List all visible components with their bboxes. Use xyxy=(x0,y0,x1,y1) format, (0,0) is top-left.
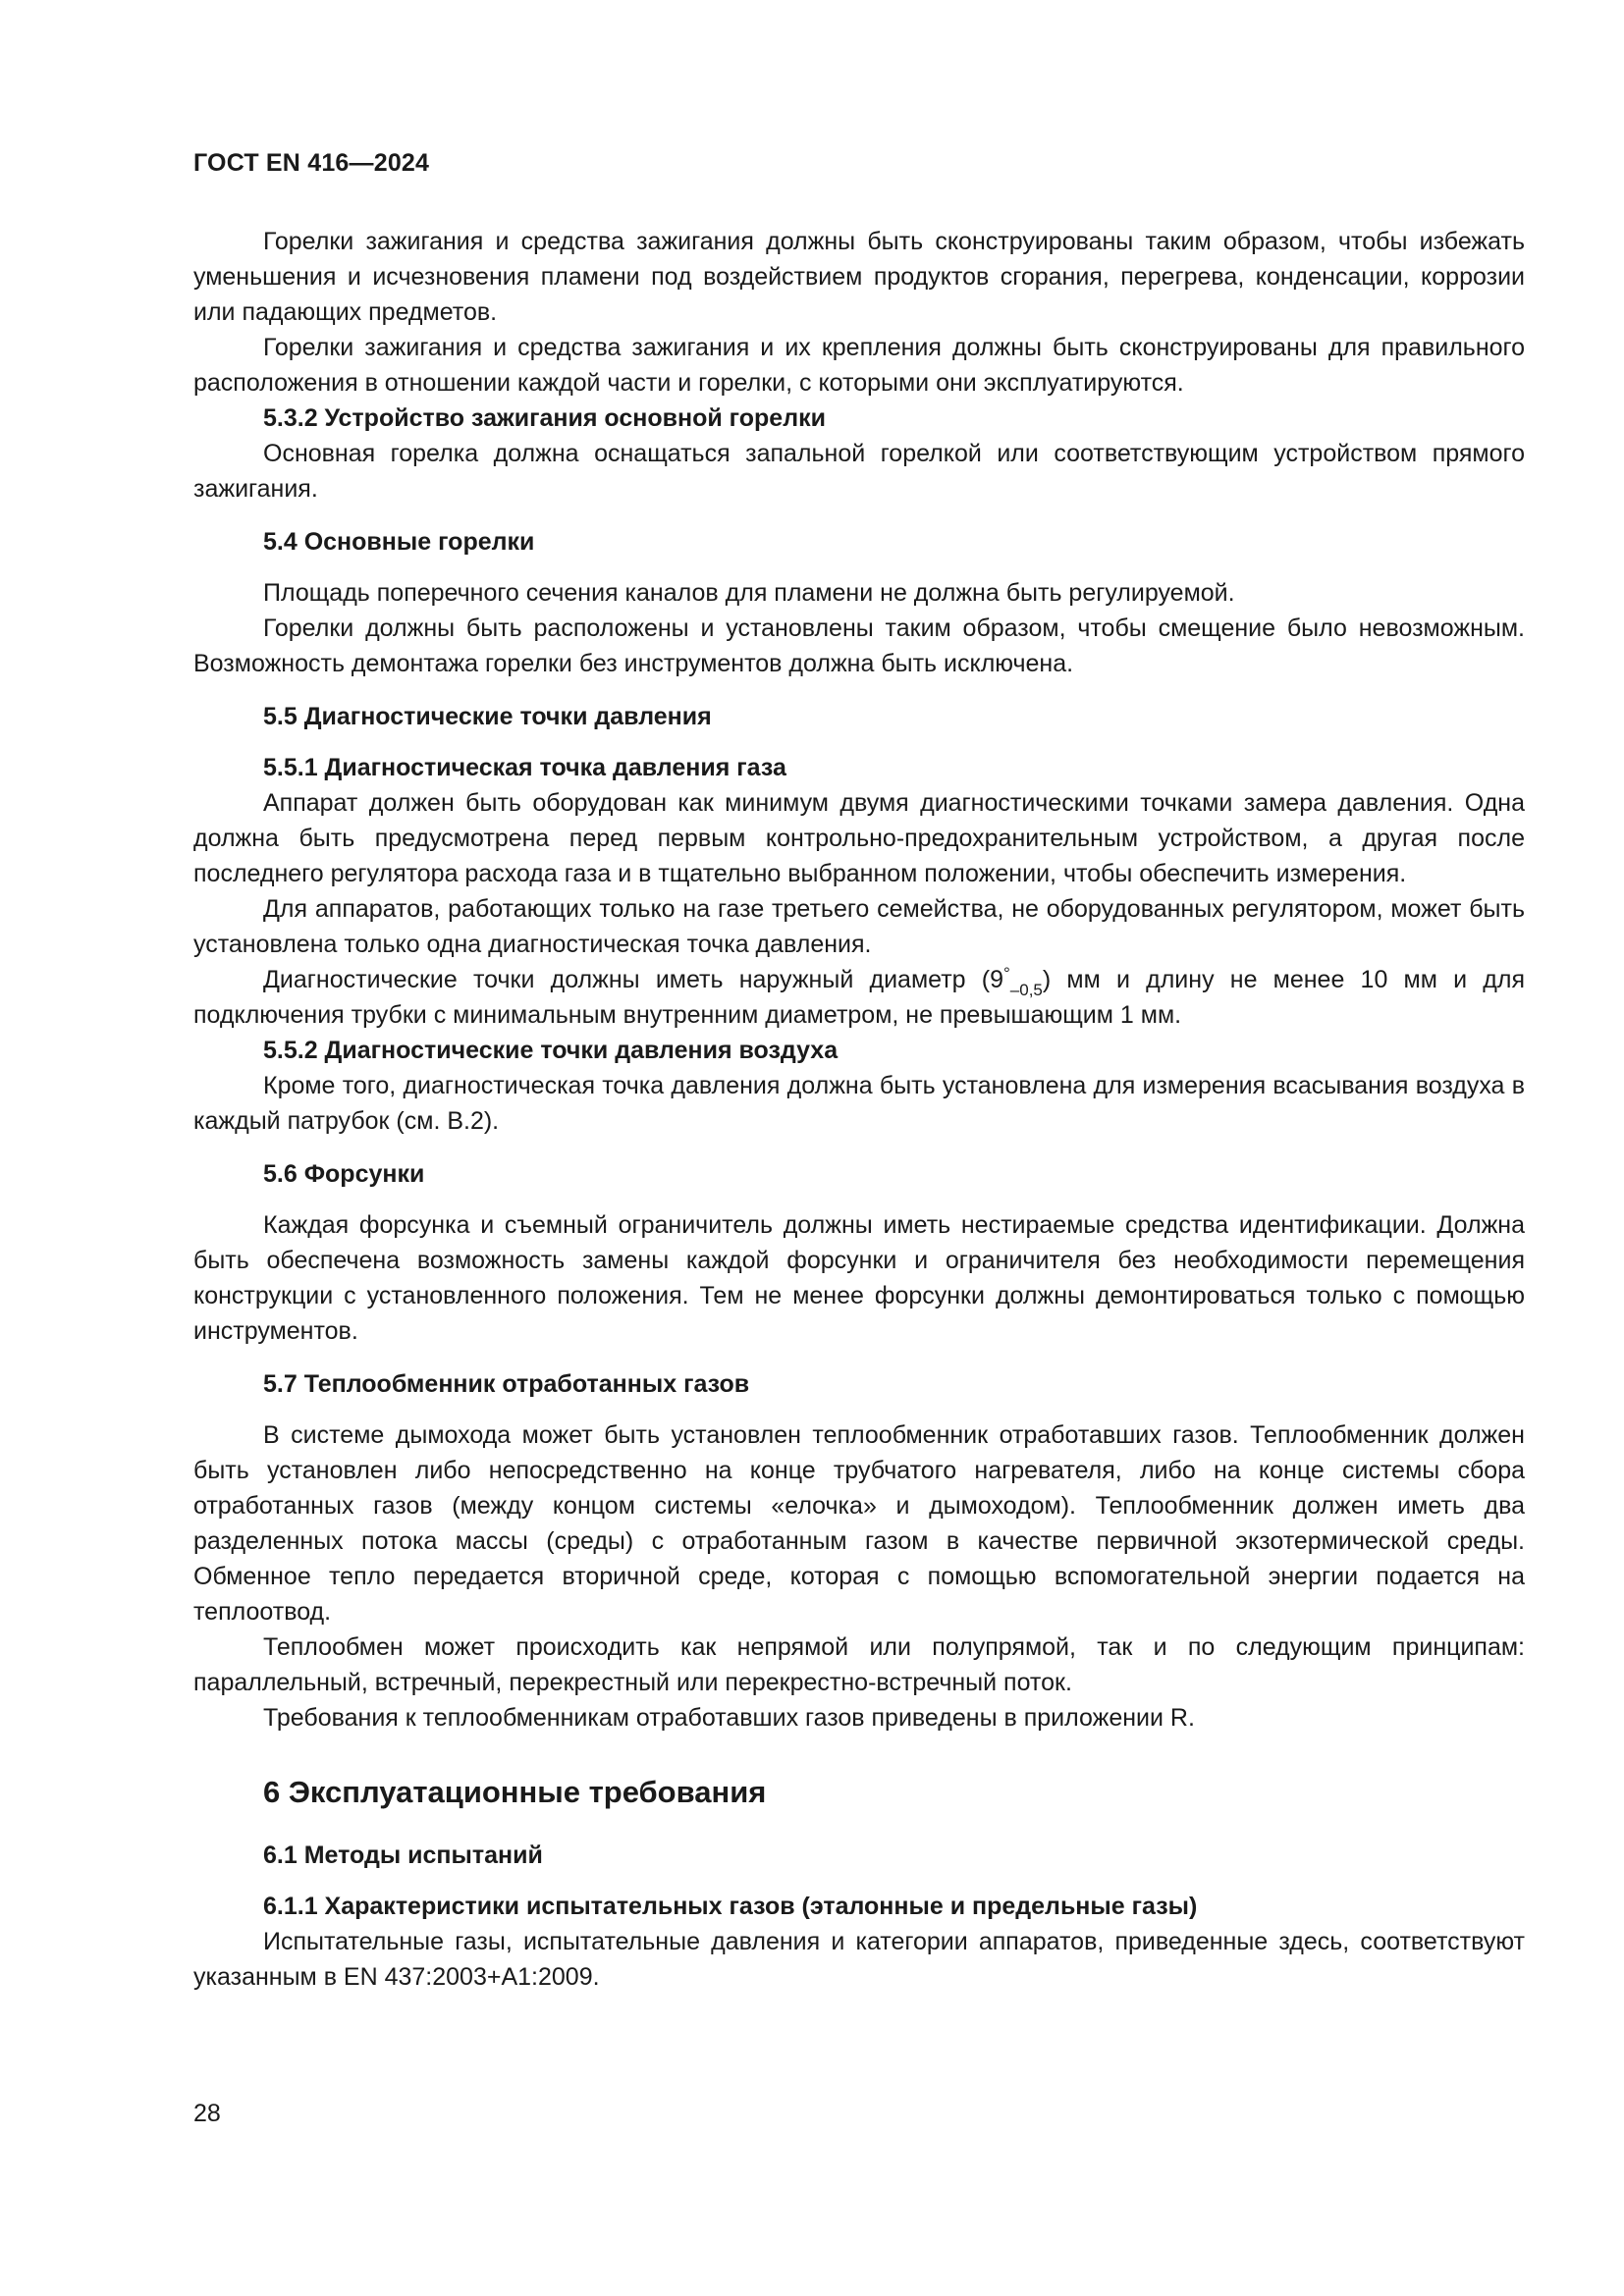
paragraph: Требования к теплообменникам отработавших газов приведены в приложении R. xyxy=(263,1704,1195,1732)
paragraph: Площадь поперечного сечения каналов для пламени не должна быть регулируемой. xyxy=(263,579,1235,607)
paragraph: Теплообмен может происходить как непрямой или полупрямой, так и по следующим принципам: параллельный, встречный, перекрестный или перекрестно-встречный поток. xyxy=(193,1633,1525,1696)
paragraph: Аппарат должен быть оборудован как минимум двумя диагностическими точками замера давления. Одна должна быть предусмотрена перед первым контрольно-предохранительным устройством, а другая после последнего регулятора расхода газа и в тщательно выбранном положении, чтобы обеспечить измерения. xyxy=(193,789,1525,887)
paragraph: Для аппаратов, работающих только на газе третьего семейства, не оборудованных регулятором, может быть установлена только одна диагностическая точка давления. xyxy=(193,895,1525,958)
paragraph: Горелки должны быть расположены и установлены таким образом, чтобы смещение было невозможным. Возможность демонтажа горелки без инструментов должна быть исключена. xyxy=(193,614,1525,677)
document-code: ГОСТ EN 416—2024 xyxy=(193,149,430,177)
heading-5-4: 5.4 Основные горелки xyxy=(263,528,535,556)
heading-5-3-2: 5.3.2 Устройство зажигания основной горелки xyxy=(263,404,826,432)
paragraph: Основная горелка должна оснащаться запальной горелкой или соответствующим устройством прямого зажигания. xyxy=(193,440,1525,503)
paragraph: Каждая форсунка и съемный ограничитель должны иметь нестираемые средства идентификации. Должна быть обеспечена возможность замены каждой форсунки и ограничителя без необходимости перемещения конструкции с установленного положения. Тем не менее форсунки должны демонтироваться только с помощью инструментов. xyxy=(193,1211,1525,1345)
paragraph: Горелки зажигания и средства зажигания и их крепления должны быть сконструированы для правильного расположения в отношении каждой части и горелки, с которыми они эксплуатируются. xyxy=(193,334,1525,397)
paragraph: Кроме того, диагностическая точка давления должна быть установлена для измерения всасывания воздуха в каждый патрубок (см. B.2). xyxy=(193,1072,1525,1135)
heading-5-5: 5.5 Диагностические точки давления xyxy=(263,703,712,730)
heading-6-1-1: 6.1.1 Характеристики испытательных газов (эталонные и предельные газы) xyxy=(263,1893,1198,1920)
paragraph: В системе дымохода может быть установлен теплообменник отработавших газов. Теплообменник должен быть установлен либо непосредственно на конце трубчатого нагревателя, либо на конце системы сбора отработанных газов (между концом системы «елочка» и дымоходом). Теплообменник должен иметь два разделенных потока массы (среды) с отработанным газом в качестве первичной экзотермической среды. Обменное тепло передается вторичной среде, которая с помощью вспомогательной энергии подается на теплоотвод. xyxy=(193,1421,1525,1626)
paragraph-with-tolerance: Диагностические точки должны иметь наружный диаметр $(9^\circ_{-0,5})$ мм и длину не менее 10 мм и для подключения трубки с минимальным внутренним диаметром, не превышающим 1 мм. xyxy=(193,964,1525,1029)
heading-6-1: 6.1 Методы испытаний xyxy=(263,1842,543,1869)
heading-6: 6 Эксплуатационные требования xyxy=(263,1775,767,1809)
heading-5-5-1: 5.5.1 Диагностическая точка давления газа xyxy=(263,754,786,781)
paragraph: Горелки зажигания и средства зажигания должны быть сконструированы таким образом, чтобы избежать уменьшения и исчезновения пламени под воздействием продуктов сгорания, перегрева, конденсации, коррозии или падающих предметов. xyxy=(193,228,1525,326)
heading-5-7: 5.7 Теплообменник отработанных газов xyxy=(263,1370,750,1398)
heading-5-6: 5.6 Форсунки xyxy=(263,1160,425,1188)
page-content xyxy=(193,224,1525,1995)
paragraph: Испытательные газы, испытательные давления и категории аппаратов, приведенные здесь, соответствуют указанным в EN 437:2003+A1:2009. xyxy=(193,1928,1525,1991)
page-number: 28 xyxy=(193,2100,221,2127)
heading-5-5-2: 5.5.2 Диагностические точки давления воздуха xyxy=(263,1037,839,1064)
